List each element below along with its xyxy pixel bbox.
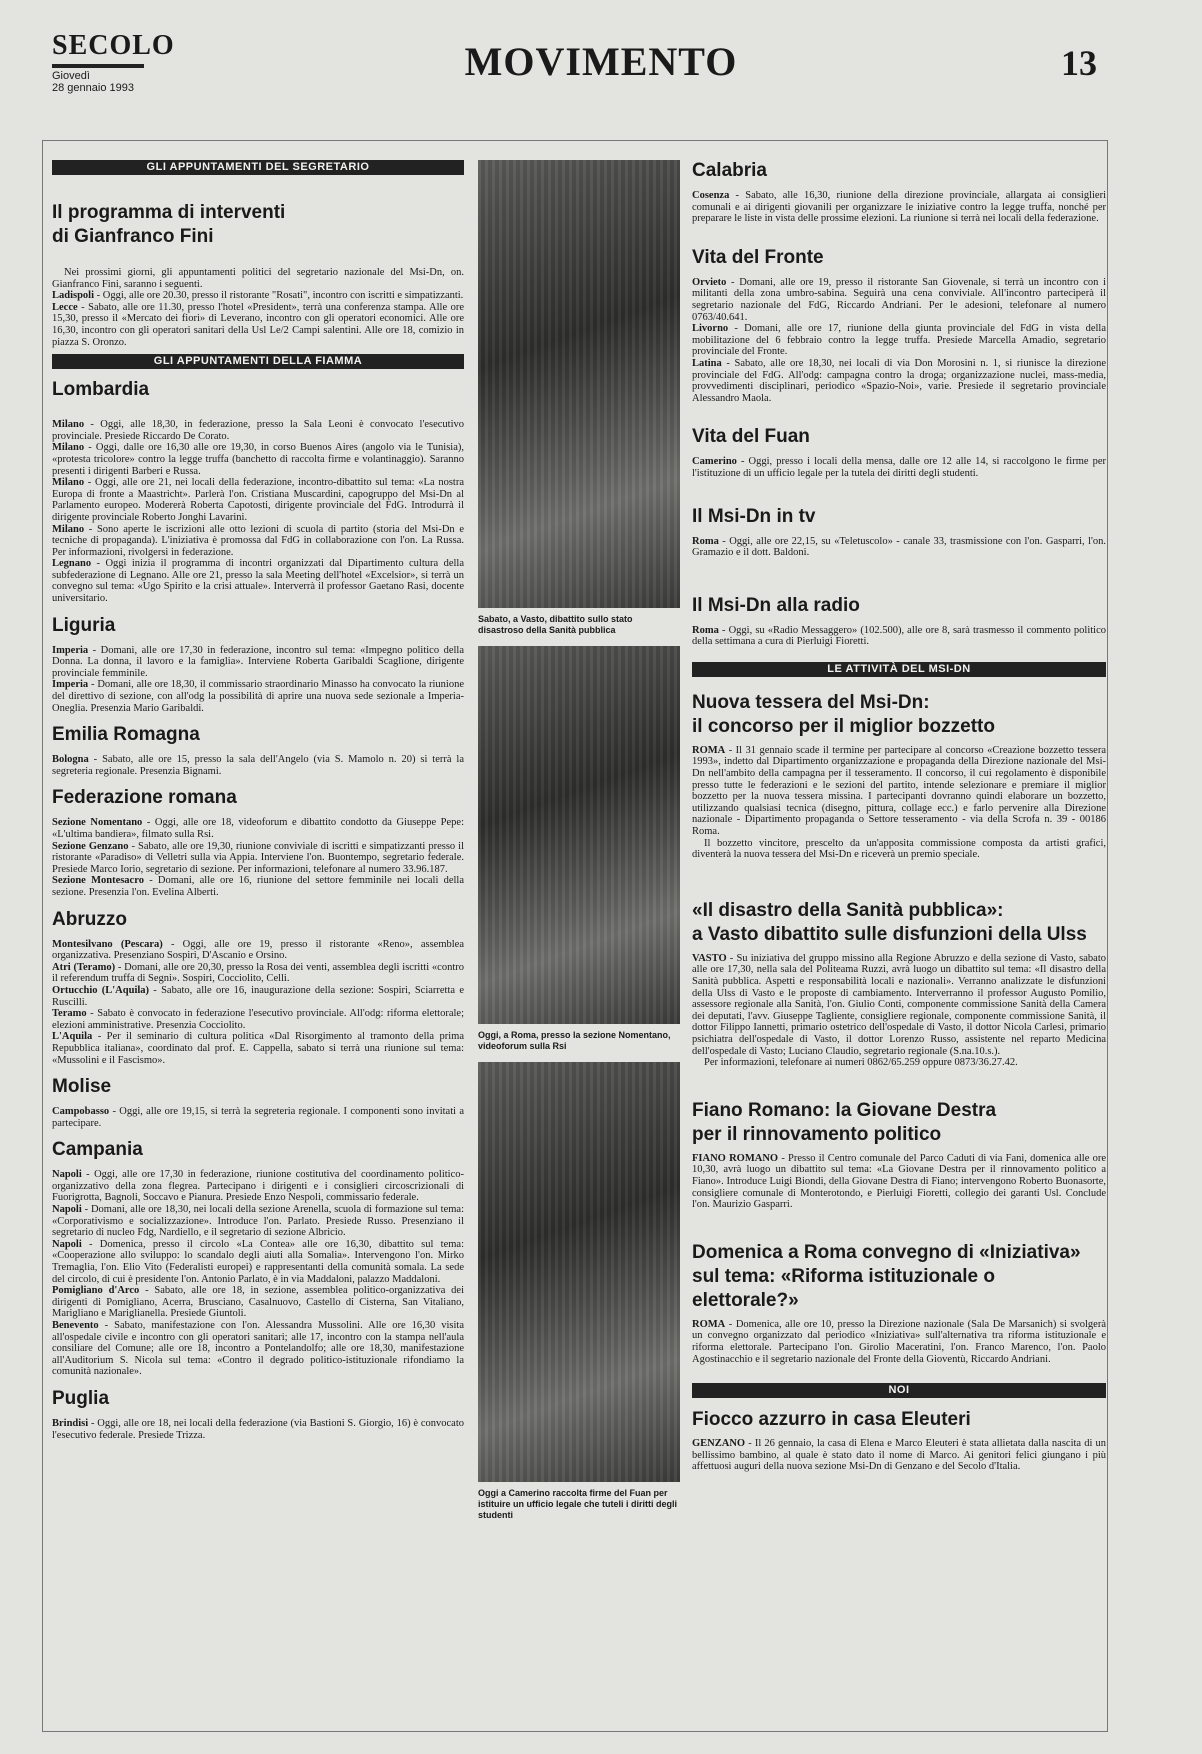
tv-items: [692, 536, 1106, 559]
fuan-items: [692, 456, 1106, 479]
page-number: 13: [1061, 43, 1097, 83]
date: 28 gennaio 1993: [52, 82, 134, 94]
event-item: Sezione Montesacro - Domani, alle ore 16, riunione del settore femminile nei locali della sezione. Presenzia l'on. Evelina Alberti.: [52, 875, 465, 898]
region-heading: Puglia: [52, 1387, 110, 1409]
puglia-items: [52, 1418, 464, 1441]
event-item: Montesilvano (Pescara) - Oggi, alle ore 19, presso il ristorante «Reno», assemblea organizzativa. Presenziano Sospiri, D'Ascanio e Orsino.: [52, 938, 464, 962]
event-item: Brindisi - Oggi, alle ore 18, nei locali della federazione (via Bastioni S. Giorgio, 16) è convocato l'esecutivo federale. Presiede Trizza.: [52, 1417, 464, 1441]
fiocco-article: GENZANO - Il 26 gennaio, la casa di Elena e Marco Eleuteri è stata allietata dalla nascita di un bellissimo bambino, al quale è stato dato il nome di Marco. Ai genitori felici giungano i più affettuosi auguri della nuova sezione Msi-Dn di Genzano e del Secolo d'Italia.: [692, 1438, 1106, 1473]
event-item: Napoli - Domani, alle ore 18,30, nei locali della sezione Arenella, scuola di formazione sul tema: «Corporativismo e socializzazione». Introduce l'on. Parlato. Presiede Russo. Presenziano il segretario di nucleo Fdg, Nardiello, e il segretario di sezione Albricio.: [52, 1204, 464, 1239]
event-item: Roma - Oggi, alle ore 22,15, su «Teletuscolo» - canale 33, trasmissione con l'on. Gasparri, l'on. Gramazio e il dott. Baldoni.: [692, 535, 1106, 559]
calabria-items: [692, 190, 1106, 225]
event-item: Atri (Teramo) - Domani, alle ore 20,30, presso la Rosa dei venti, assemblea degli iscritti «contro il referendum truffa di Segni». Sospiri, Cocciolito, Celli.: [52, 961, 464, 985]
photo-camerino: [478, 1062, 680, 1482]
liguria-items: [52, 645, 464, 715]
event-item: Imperia - Domani, alle ore 18,30, il commissario straordinario Minasso ha convocato la riunione del direttivo di sezione, con all'odg la possibilità di aprire una nuova sede sezionale a Imperia-Oneglia. Presenzia Mario Garibaldi.: [52, 679, 464, 714]
iniziativa-article: ROMA - Domenica, alle ore 10, presso la Direzione nazionale (Sala De Marsanich) si svolgerà un convegno organizzato dal periodico «Iniziativa» sull'alternativa tra riforma istituzionale e riforma elettorale. Partecipano l'on. Girolio Maceratini, l'on. Franco Marenco, l'on. Paolo Agostinacchio e il segretario nazionale del Fronte della Gioventù, Riccardo Andriani.: [692, 1318, 1106, 1365]
sanita-headline: «Il disastro della Sanità pubblica»: a Vasto dibattito sulle disfunzioni della Ulss: [692, 899, 1087, 945]
region-heading: Federazione romana: [52, 787, 237, 809]
event-item: Teramo - Sabato è convocato in federazione l'esecutivo provinciale. All'odg: riforma elettorale; elezioni amministrative. Presenzia Cocciolito.: [52, 1008, 464, 1031]
lombardia-items: [52, 419, 464, 605]
photo-caption: Oggi, a Roma, presso la sezione Nomentano, videoforum sulla Rsi: [478, 1030, 671, 1051]
fini-headline: Il programma di interventi di Gianfranco Fini: [52, 202, 286, 247]
section-heading: Vita del Fuan: [692, 426, 810, 448]
photo-column: [478, 160, 680, 1531]
region-heading: Lombardia: [52, 379, 150, 401]
photo-caption: Sabato, a Vasto, dibattito sullo stato disastroso della Sanità pubblica: [478, 614, 633, 635]
event-item: Pomigliano d'Arco - Sabato, alle ore 18, in sezione, assemblea politico-organizzativa dei dirigenti di Pomigliano, Acerra, Brusciano, Casalnuovo, Castello di Cisterna, San Vitaliano, Marigliano e Mariglianella. Presiede Giuntoli.: [52, 1285, 464, 1320]
event-item: Sezione Nomentano - Oggi, alle ore 18, videoforum e dibattito condotto da Giuseppe Pepe: «L'ultima bandiera», filmato sulla Rsi.: [52, 817, 464, 840]
section-bar-fiamma: GLI APPUNTAMENTI DELLA FIAMMA: [52, 354, 464, 369]
campania-items: [52, 1169, 464, 1378]
left-column: [52, 160, 464, 1441]
section-bar-segretario: GLI APPUNTAMENTI DEL SEGRETARIO: [52, 160, 464, 175]
section-heading: Vita del Fronte: [692, 246, 824, 268]
tessera-headline: Nuova tessera del Msi-Dn: il concorso per il miglior bozzetto: [692, 691, 995, 737]
section-bar-attivita: LE ATTIVITÀ DEL MSI-DN: [692, 662, 1106, 677]
event-item: Imperia - Domani, alle ore 17,30 in federazione, incontro sul tema: «Impegno politico della Donna. La donna, il lavoro e la famiglia». Interviene Roberta Garibaldi Scaglione, dirigente provinciale femminile.: [52, 644, 464, 679]
fini-intro: Nei prossimi giorni, gli appuntamenti politici del segretario nazionale del Msi-Dn, on. Gianfranco Fini, saranno i seguenti.: [52, 267, 464, 290]
section-bar-noi: NOI: [692, 1383, 1106, 1398]
event-item: Milano - Oggi, alle ore 21, nei locali della federazione, incontro-dibattito sul tema: «La nostra Europa di fronte a Maastricht». Parlerà l'on. Cristiana Muscardini, capogruppo del Msi-Dn al Parlamento europeo. Modererà Roberta Capotosti, dirigente provinciale del FdG. Introdurrà il dirigente provinciale Roberto Jonghi Lavarini.: [52, 477, 464, 523]
event-item: Livorno - Domani, alle ore 17, riunione della giunta provinciale del FdG in vista della mobilitazione del 6 febbraio contro la legge truffa. Presiede Marcella Amadio, segretario provinciale del Fronte.: [692, 323, 1106, 358]
section-title: MOVIMENTO: [464, 39, 738, 84]
region-heading: Emilia Romagna: [52, 724, 200, 746]
event-item: Milano - Oggi, dalle ore 16,30 alle ore 19,30, in corso Buenos Aires (angolo via le Tunisia), «protesta tricolore» contro la legge truffa (banchetto di raccolta firme e volantinaggio). Saranno presenti i dirigenti Barberi e Russa.: [52, 442, 464, 477]
fini-article: [52, 267, 464, 348]
event-item: Orvieto - Domani, alle ore 19, presso il ristorante San Giovenale, si terrà un incontro con i militanti della zona umbro-sabina. Seguirà una cena conviviale. All'incontro parteciperà il segretario nazionale del FdG, Riccardo Andriani. Per le adesioni, telefonare al numero 0763/40.641.: [692, 276, 1106, 323]
weekday: Giovedì: [52, 70, 90, 82]
section-heading: Il Msi-Dn alla radio: [692, 594, 860, 616]
region-heading: Abruzzo: [52, 908, 127, 930]
emilia-items: [52, 754, 464, 777]
photo-caption: Oggi a Camerino raccolta firme del Fuan per istituire un ufficio legale che tuteli i diritti degli studenti: [478, 1488, 678, 1520]
iniziativa-headline: Domenica a Roma convegno di «Iniziativa» sul tema: «Riforma istituzionale o elettorale?»: [692, 1241, 1081, 1311]
newspaper-logo: SECOLO: [52, 30, 175, 61]
event-item: Latina - Sabato, alle ore 18,30, nei locali di via Don Morosini n. 1, si riunisce la direzione provinciale del FdG. All'odg: campagna contro la droga; organizzazione nuclei, mass-media, provvedimenti disciplinari, periodico «Spazio-Noi», varie. Presiede il segretario provinciale Alessandro Maola.: [692, 357, 1106, 404]
radio-items: [692, 625, 1106, 648]
event-item: Campobasso - Oggi, alle ore 19,15, si terrà la segreteria regionale. I componenti sono invitati a partecipare.: [52, 1106, 464, 1129]
region-heading: Calabria: [692, 160, 767, 181]
tessera-article: ROMA - Il 31 gennaio scade il termine per partecipare al concorso «Creazione bozzetto tessera 1993», indetto dal Dipartimento organizzazione e propaganda della Direzione nazionale del Msi-Dn nell'ambito della campagna per il tesseramento. Il concorso, il cui regolamento è disponibile presso tutte le federazioni e le sezioni del partito, intende selezionare e premiare il miglior bozzetto per la nuova tessera missina. I partecipanti dovranno quindi elaborare un bozzetto, utilizzando qualsiasi tecnica (disegno, pittura, collage ecc.) e farlo pervenire alla Direzione nazionale - Dipartimento propaganda o Settore tesseramento - via della Scrofa n. 39 - 00186 Roma. Il bozzetto vincitore, prescelto da un'apposita commissione composta da artisti grafici, diventerà la nuova tessera del Msi-Dn e riceverà un premio speciale.: [692, 744, 1106, 861]
event-item: Roma - Oggi, su «Radio Messaggero» (102.500), alle ore 8, sarà trasmesso il commento politico della settimana a cura di Pierluigi Fioretti.: [692, 624, 1106, 648]
masthead: [0, 0, 1202, 115]
abruzzo-items: [52, 939, 464, 1067]
event-item: Napoli - Oggi, alle ore 17,30 in federazione, riunione costitutiva del coordinamento politico-organizzativo della zona flegrea. Partecipano i dirigenti e i consiglieri circoscrizionali di Fuorigrotta, Bagnoli, Soccavo e Pianura. Presiede Enzo Nespoli, commissario federale.: [52, 1169, 464, 1204]
event-item: Benevento - Sabato, manifestazione con l'on. Alessandra Mussolini. Alle ore 16,30 visita all'ospedale civile e incontro con gli operatori sanitari; alle 17, incontro con la stampa nell'aula consiliare del Comune; alle ore 18, incontro a Pontelandolfo; alle ore 18,30, manifestazione all'Auditorium S. Nicola sul tema: «Contro il degrado politico-istituzionale rifondiamo la comunità nazionale».: [52, 1320, 464, 1378]
fini-item: Lecce - Sabato, alle ore 11.30, presso l'hotel «President», terrà una conferenza stampa. Alle ore 15,30, presso il «Mercato dei fiori» di Leverano, incontro con gli operatori economici. Alle ore 16,30, incontro con gli operatori sanitari della Usl Le/2 Campi salentini. Alle ore 18, comizio in piazza S. Oronzo.: [52, 301, 464, 348]
event-item: Ortucchio (L'Aquila) - Sabato, alle ore 16, inaugurazione della sezione: Sospiri, Sciarretta e Ruscilli.: [52, 984, 464, 1008]
event-item: Legnano - Oggi inizia il programma di incontri organizzati dal Dipartimento cultura della subfederazione di Legnano. Alle ore 21, presso la sala Meeting dell'hotel «Excelsior», si terrà un convegno sul tema: «Ugo Spirito e la crisi attuale». Interverrà il professor Gaetano Rasi, docente universitario.: [52, 558, 464, 605]
photo-vasto: [478, 160, 680, 608]
right-column: [692, 160, 1106, 1473]
event-item: L'Aquila - Per il seminario di cultura politica «Dal Risorgimento al tramonto della prima Repubblica italiana», coordinato dal prof. E. Cappella, sabato si terrà una riunione sul tema: «Mussolini e il Fascismo».: [52, 1031, 464, 1066]
fiano-headline: Fiano Romano: la Giovane Destra per il rinnovamento politico: [692, 1099, 997, 1145]
region-heading: Campania: [52, 1139, 143, 1161]
region-heading: Molise: [52, 1076, 112, 1098]
romana-items: [52, 817, 464, 898]
molise-items: [52, 1106, 464, 1129]
event-item: Camerino - Oggi, presso i locali della mensa, dalle ore 12 alle 14, si raccolgono le firme per l'istituzione di un ufficio legale per la tutela dei diritti degli studenti.: [692, 456, 1106, 479]
fiocco-headline: Fiocco azzurro in casa Eleuteri: [692, 1409, 971, 1431]
event-item: Cosenza - Sabato, alle 16,30, riunione della direzione provinciale, allargata ai consiglieri comunali e ai dirigenti giovanili per organizzare le iniziative contro la legge truffa, nonché per preparare le liste in vista delle prossime elezioni. La riunione si terrà nei locali della federazione.: [692, 190, 1106, 225]
event-item: Milano - Oggi, alle 18,30, in federazione, presso la Sala Leoni è convocato l'esecutivo provinciale. Presiede Riccardo De Corato.: [52, 419, 464, 442]
fiano-article: FIANO ROMANO - Presso il Centro comunale del Parco Caduti di via Fani, domenica alle ore 10,30, avrà luogo un dibattito sul tema: «La Giovane Destra per il rinnovamento politico a Fiano». Introduce Luigi Biondi, della Giovane Destra di Fiano; intervengono Roberto Buonasorte, consigliere comunale di Monterotondo, e Pierluigi Fioretti, collegio dei garanti Usl. Conclude l'on. Maurizio Gasparri.: [692, 1152, 1107, 1211]
sanita-article: VASTO - Su iniziativa del gruppo missino alla Regione Abruzzo e della sezione di Vasto, sabato alle ore 17,30, nella sala del Politeama Ruzzi, avrà luogo un dibattito sul tema: «Il disastro della Sanità pubblica. Aspetti e responsabilità locali e nazionali». Verranno analizzate le disfunzioni della Ulss di Vasto e le proposte di cambiamento. Interverranno il professor Augusto Pomilio, assessore regionale alla Sanità, l'on. Giulio Conti, componente commissione Sanità della Camera dei deputati, l'avv. Giuseppe Tagliente, consigliere regionale, componente commissione Sanità, il dottor Filippo Iannetti, primario ostetrico dell'ospedale di Vasto, il dottor Nicola Carlesi, primario psichiatra dell'ospedale di Vasto, il dottor Lorenzo Russo, assistente nel reparto Medicina dell'ospedale di Vasto; Luciano Claudio, segretario regionale (S.na.10.s.). Per informazioni, telefonare ai numeri 0862/65.259 oppure 0873/36.27.42.: [692, 952, 1106, 1069]
fronte-items: [692, 277, 1106, 405]
event-item: Sezione Genzano - Sabato, alle ore 19,30, riunione conviviale di iscritti e simpatizzanti presso il ristorante «Paradiso» di Velletri sulla via Appia. Interviene l'on. Buontempo, segretario federale. Presiede Marco Iorio, segretario di sezione. Per informazioni, telefonare al numero 33.96.187.: [52, 840, 464, 875]
event-item: Napoli - Domenica, presso il circolo «La Contea» alle ore 16,30, dibattito sul tema: «Cooperazione allo sviluppo: lo scandalo degli aiuti alla Somalia». Intervengono l'on. Mirko Tremaglia, l'on. Elio Vito (Federalisti europei) e rappresentanti della comunità somala. La sede del circolo, di cui è presidente l'on. Antonio Parlato, è in via Maddaloni, palazzo Maddaloni.: [52, 1238, 464, 1285]
fini-item: Ladispoli - Oggi, alle ore 20.30, presso il ristorante "Rosati", incontro con iscritti e simpatizzanti.: [52, 290, 464, 302]
photo-roma-nomentano: [478, 646, 680, 1024]
event-item: Milano - Sono aperte le iscrizioni alle otto lezioni di scuola di partito (storia del Msi-Dn e tecniche di propaganda). L'iniziativa è promossa dal FdG in collaborazione con l'on. La Russa. Per informazioni, rivolgersi in federazione.: [52, 523, 464, 558]
section-heading: Il Msi-Dn in tv: [692, 505, 816, 527]
event-item: Bologna - Sabato, alle ore 15, presso la sala dell'Angelo (via S. Mamolo n. 20) si terrà la segreteria regionale. Presenzia Bignami.: [52, 754, 464, 777]
region-heading: Liguria: [52, 614, 116, 636]
